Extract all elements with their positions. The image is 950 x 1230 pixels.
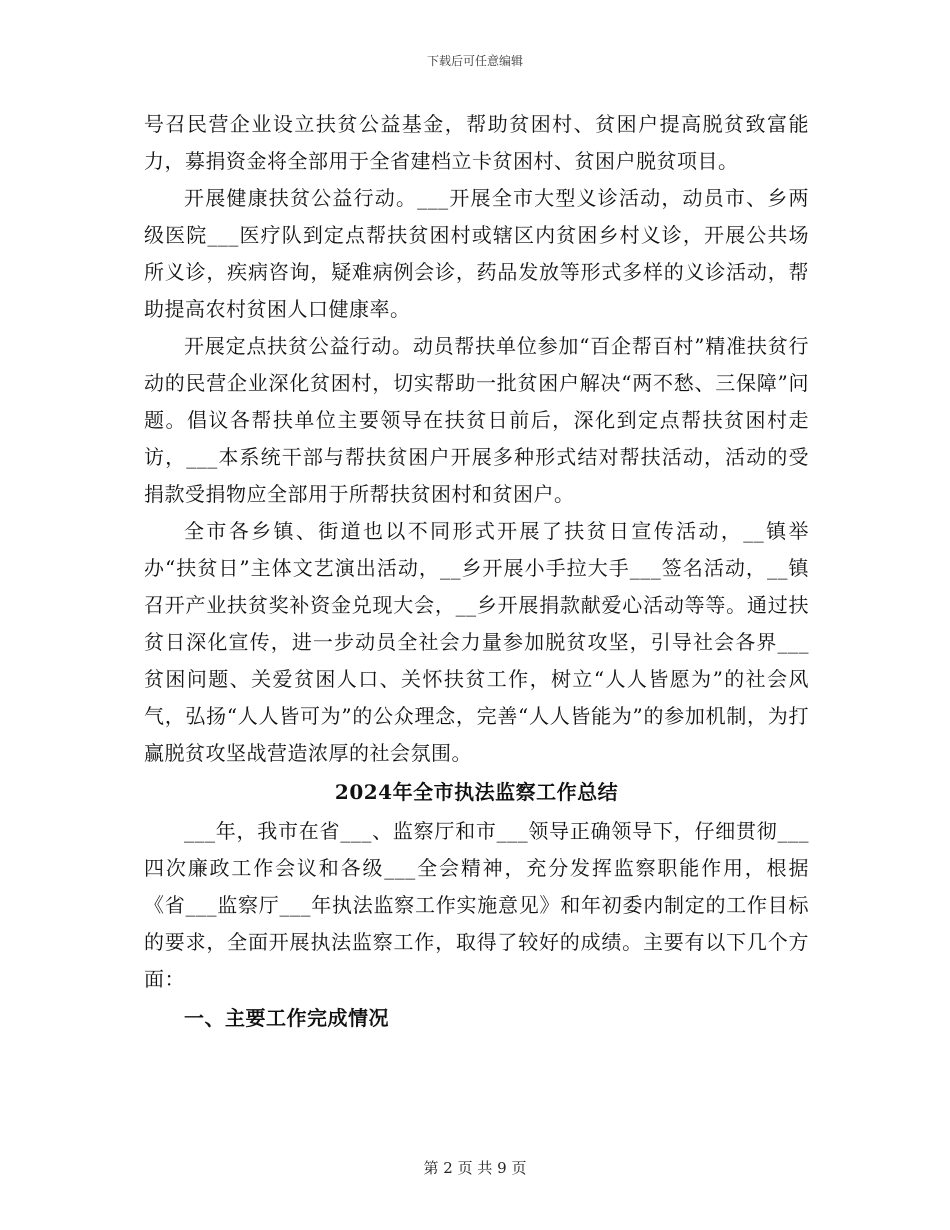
paragraph-targeted-poverty: 开展定点扶贫公益行动。动员帮扶单位参加“百企帮百村”精准扶贫行动的民营企业深化贫困村，切实帮助一批贫困户解决“两不愁、三保障”问题。倡议各帮扶单位主要领导在扶贫日前后，深化到定点帮扶贫困村走访，___本系统干部与帮扶贫困户开展多种形式结对帮扶活动，活动的受捐款受捐物应全部用于所帮扶贫困村和贫困户。 — [144, 334, 809, 506]
page-header: 下载后可任意编辑 — [426, 54, 523, 68]
paragraph-continuation: 号召民营企业设立扶贫公益基金，帮助贫困村、贫困户提高脱贫致富能力，募捐资金将全部用于全省建档立卡贫困村、贫困户脱贫项目。 — [144, 112, 809, 173]
paragraph-health-poverty: 开展健康扶贫公益行动。___开展全市大型义诊活动，动员市、乡两级医院___医疗队到定点帮扶贫困村或辖区内贫困乡村义诊，开展公共场所义诊，疾病咨询，疑难病例会诊，药品发放等形式多样的义诊活动，帮助提高农村贫困人口健康率。 — [144, 186, 809, 321]
section-heading: 一、主要工作完成情况 — [184, 1006, 389, 1030]
page-footer: 第 2 页 共 9 页 — [423, 1159, 527, 1177]
document-title: 2024年全市执法监察工作总结 — [334, 780, 619, 804]
paragraph-township-activities: 全市各乡镇、街道也以不同形式开展了扶贫日宣传活动，__镇举办“扶贫日”主体文艺演出活动，__乡开展小手拉大手___签名活动，__镇召开产业扶贫奖补资金兑现大会，__乡开展捐款献爱心活动等等。通过扶贫日深化宣传，进一步动员全社会力量参加脱贫攻坚，引导社会各界___贫困问题、关爱贫困人口、关怀扶贫工作，树立“人人皆愿为”的社会风气，弘扬“人人皆可为”的公众理念，完善“人人皆能为”的参加机制，为打赢脱贫攻坚战营造浓厚的社会氛围。 — [144, 519, 809, 765]
paragraph-intro: ___年，我市在省___、监察厅和市___领导正确领导下，仔细贯彻___四次廉政工作会议和各级___全会精神，充分发挥监察职能作用，根据《省___监察厅___年执法监察工作实施意见》和年初委内制定的工作目标的要求，全面开展执法监察工作，取得了较好的成绩。主要有以下几个方面： — [144, 819, 809, 991]
document-body — [144, 106, 809, 1037]
